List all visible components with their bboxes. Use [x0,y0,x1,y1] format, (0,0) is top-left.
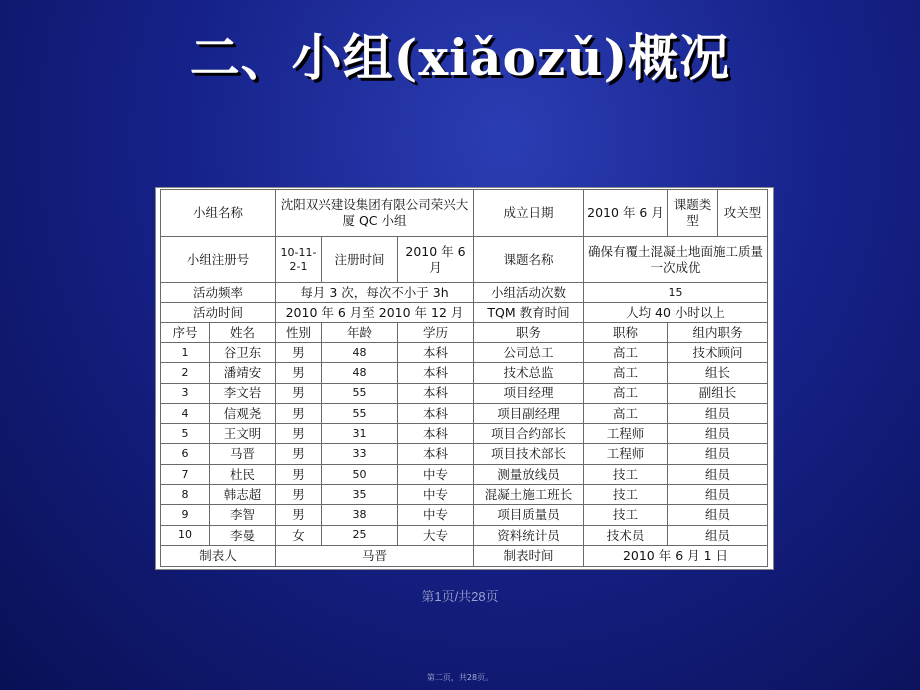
bottom-note: 第二页，共28页。 [426,673,494,682]
table-cell: 高工 [584,384,668,404]
table-cell: 工程师 [584,444,668,464]
reg-no-value: 10-11-2-1 [276,237,322,283]
table-cell: 技术员 [584,526,668,546]
table-cell: 本科 [398,404,474,424]
reg-time-label: 注册时间 [322,237,398,283]
table-cell: 7 [160,465,210,485]
table-cell: 男 [276,444,322,464]
table-cell: 男 [276,485,322,505]
table-cell: 马晋 [210,444,276,464]
column-header: 职务 [474,323,584,343]
topic-type-label: 课题类型 [668,190,718,236]
founded-value: 2010 年 6 月 [584,189,668,237]
table-cell: 技工 [584,485,668,505]
column-header: 序号 [160,323,210,343]
table-cell: 李曼 [210,526,276,546]
count-value: 15 [584,283,768,303]
table-cell: 潘靖安 [210,363,276,383]
table-cell: 副组长 [668,384,768,404]
table-cell: 8 [160,485,210,505]
table-cell: 男 [276,404,322,424]
table-cell: 10 [160,526,210,546]
group-name-label: 小组名称 [160,189,276,237]
table-cell: 技术顾问 [668,343,768,363]
table-cell: 男 [276,424,322,444]
table-cell: 48 [322,363,398,383]
table-cell: 项目合约部长 [474,424,584,444]
table-cell: 女 [276,526,322,546]
table-cell: 2 [160,363,210,383]
table-cell: 杜民 [210,465,276,485]
count-label: 小组活动次数 [474,283,584,303]
table-cell: 50 [322,465,398,485]
table-grid [160,189,766,567]
table-cell: 55 [322,404,398,424]
table-cell: 项目技术部长 [474,444,584,464]
table-cell: 33 [322,444,398,464]
table-cell: 本科 [398,424,474,444]
table-cell: 组员 [668,526,768,546]
table-cell: 公司总工 [474,343,584,363]
column-header: 学历 [398,323,474,343]
freq-value: 每月 3 次，每次不小于 3h [276,283,474,303]
table-cell: 组员 [668,505,768,525]
founded-label: 成立日期 [474,189,584,237]
reg-time-value: 2010 年 6 月 [398,237,474,283]
table-cell: 男 [276,343,322,363]
table-cell: 高工 [584,343,668,363]
table-cell: 大专 [398,526,474,546]
reg-no-label: 小组注册号 [160,237,276,283]
table-cell: 5 [160,424,210,444]
tqm-value: 人均 40 小时以上 [584,303,768,323]
topic-name-value: 确保有覆土混凝土地面施工质量一次成优 [584,237,768,283]
table-cell: 55 [322,384,398,404]
tqm-label: TQM 教育时间 [474,303,584,323]
table-cell: 组员 [668,404,768,424]
made-time-value: 2010 年 6 月 1 日 [584,546,768,567]
table-cell: 项目质量员 [474,505,584,525]
table-cell: 混凝土施工班长 [474,485,584,505]
maker-label: 制表人 [160,546,276,567]
group-name-value: 沈阳双兴建设集团有限公司荣兴大厦 QC 小组 [276,189,474,237]
table-cell: 25 [322,526,398,546]
group-overview-table [155,187,774,570]
topic-name-label: 课题名称 [474,237,584,283]
table-cell: 38 [322,505,398,525]
column-header: 职称 [584,323,668,343]
table-cell: 技工 [584,465,668,485]
table-cell: 技术总监 [474,363,584,383]
table-cell: 男 [276,465,322,485]
slide-title: 二、小组(xiǎozǔ)概况 [189,28,731,87]
table-cell: 1 [160,343,210,363]
column-header: 姓名 [210,323,276,343]
topic-type-cell [668,189,768,237]
table-cell: 本科 [398,384,474,404]
table-cell: 技工 [584,505,668,525]
table-cell: 测量放线员 [474,465,584,485]
table-cell: 资料统计员 [474,526,584,546]
topic-type-value: 攻关型 [723,205,762,221]
column-header: 组内职务 [668,323,768,343]
period-label: 活动时间 [160,303,276,323]
table-cell: 项目经理 [474,384,584,404]
table-cell: 高工 [584,404,668,424]
table-cell: 9 [160,505,210,525]
table-cell: 3 [160,384,210,404]
table-cell: 本科 [398,444,474,464]
maker-value: 马晋 [276,546,474,567]
table-cell: 35 [322,485,398,505]
table-cell: 男 [276,505,322,525]
table-cell: 工程师 [584,424,668,444]
table-cell: 王文明 [210,424,276,444]
made-time-label: 制表时间 [474,546,584,567]
table-cell: 中专 [398,465,474,485]
table-cell: 组员 [668,465,768,485]
table-cell: 男 [276,384,322,404]
table-cell: 4 [160,404,210,424]
table-cell: 谷卫东 [210,343,276,363]
table-cell: 组员 [668,424,768,444]
table-cell: 31 [322,424,398,444]
table-cell: 组长 [668,363,768,383]
table-cell: 48 [322,343,398,363]
table-cell: 6 [160,444,210,464]
period-value: 2010 年 6 月至 2010 年 12 月 [276,303,474,323]
table-cell: 信观尧 [210,404,276,424]
table-cell: 中专 [398,485,474,505]
column-header: 性别 [276,323,322,343]
table-cell: 李文岩 [210,384,276,404]
table-cell: 男 [276,363,322,383]
table-cell: 李智 [210,505,276,525]
column-header: 年龄 [322,323,398,343]
table-cell: 组员 [668,485,768,505]
freq-label: 活动频率 [160,283,276,303]
table-cell: 高工 [584,363,668,383]
table-cell: 中专 [398,505,474,525]
table-cell: 项目副经理 [474,404,584,424]
page-indicator: 第1页/共28页 [421,589,499,604]
table-cell: 韩志超 [210,485,276,505]
table-cell: 组员 [668,444,768,464]
table-cell: 本科 [398,363,474,383]
table-cell: 本科 [398,343,474,363]
